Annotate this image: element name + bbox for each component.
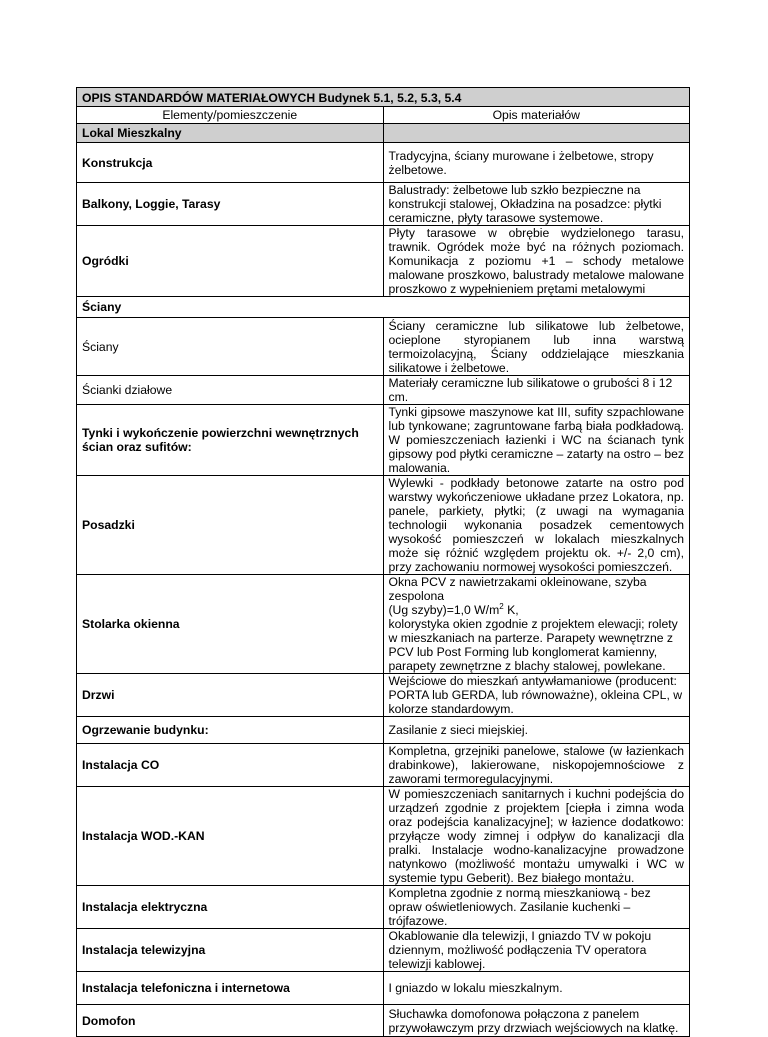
section-label-lokal: Lokal Mieszkalny: [77, 124, 384, 143]
row-element: Ściany: [77, 318, 384, 376]
table-title-row: [77, 88, 690, 107]
section-row-sciany: [77, 297, 690, 318]
table-row: [77, 972, 690, 1005]
row-element: Ogródki: [77, 226, 384, 297]
row-element: Tynki i wykończenie powierzchni wewnętrznych ścian oraz sufitów:: [77, 405, 384, 476]
row-description: Kompletna zgodnie z normą mieszkaniową - bez opraw oświetleniowych. Zasilanie kuchenki – trójfazowe.: [383, 886, 690, 929]
row-description: Tynki gipsowe maszynowe kat III, sufity szpachlowane lub tynkowane; zagruntowane farbą biała podkładową. W pomieszczeniach łazienki i WC na ścianach tynk gipsowy pod płytki ceramiczne – zatarty na ostro – bez malowania.: [383, 405, 690, 476]
table-row: [77, 886, 690, 929]
row-element: Instalacja CO: [77, 744, 384, 787]
table-row: [77, 744, 690, 787]
table-row: [77, 318, 690, 376]
row-description: Wylewki - podkłady betonowe zatarte na ostro pod warstwy wykończeniowe układane przez Lokatora, np. panele, parkiety, płytki; (z uwagi na wymagania technologii wykonania posadzek cementowych wysokość pomieszczeń w lokalach mieszkalnych może się różnić względem projektu ok. +/- 2,0 cm), przy zachowaniu normowej wysokości pomieszczeń.: [383, 476, 690, 575]
column-header-description: Opis materiałów: [383, 107, 690, 124]
row-description: [383, 575, 690, 674]
table-row: [77, 376, 690, 405]
section-label-sciany: Ściany: [77, 297, 690, 318]
row-description: W pomieszczeniach sanitarnych i kuchni podejścia do urządzeń zgodnie z projektem [ciepła i zimna woda oraz podejścia kanalizacyjne]; w łazience dodatkowo: przyłącze wody zimnej i odpływ do kanalizacji dla pralki. Instalacje wodno-kanalizacyjne prowadzone natynkowo (możliwość montażu umywalki i WC w systemie typu Geberit). Bez białego montażu.: [383, 787, 690, 886]
row-description: Okablowanie dla telewizji, I gniazdo TV w pokoju dziennym, możliwość podłączenia TV operatora telewizji kablowej.: [383, 929, 690, 972]
row-description: Płyty tarasowe w obrębie wydzielonego tarasu, trawnik. Ogródek może być na różnych poziomach. Komunikacja z poziomu +1 – schody metalowe malowane proszkowo, balustrady metalowe malowane proszkowo z wypełnieniem prętami metalowymi: [383, 226, 690, 297]
row-element: Konstrukcja: [77, 143, 384, 183]
window-desc-line1: Okna PCV z nawietrzakami okleinowane, szyba zespolona: [388, 575, 647, 603]
row-element: Domofon: [77, 1005, 384, 1037]
row-element: Balkony, Loggie, Tarasy: [77, 183, 384, 226]
row-description: Kompletna, grzejniki panelowe, stalowe (w łazienkach drabinkowe), lakierowane, niskopojemnościowe z zaworami termoregulacyjnymi.: [383, 744, 690, 787]
row-element: Instalacja WOD.-KAN: [77, 787, 384, 886]
table-row: [77, 929, 690, 972]
row-element: Instalacja telewizyjna: [77, 929, 384, 972]
row-element: Stolarka okienna: [77, 575, 384, 674]
row-description: Ściany ceramiczne lub silikatowe lub żelbetowe, ocieplone styropianem lub inna warstwą termoizolacyjną, Ściany oddzielające mieszkania silikatowe i żelbetowe.: [383, 318, 690, 376]
row-description: Słuchawka domofonowa połączona z panelem przywoławczym przy drzwiach wejściowych na klatkę.: [383, 1005, 690, 1037]
table-row: [77, 787, 690, 886]
materials-standard-table: [76, 87, 690, 1037]
row-description: Zasilanie z sieci miejskiej.: [383, 717, 690, 744]
row-element: Drzwi: [77, 674, 384, 717]
section-row-lokal: [77, 124, 690, 143]
section-filler: [383, 124, 690, 143]
row-element: Ogrzewanie budynku:: [77, 717, 384, 744]
window-desc-line2: (Ug szyby)=1,0 W/m: [388, 603, 500, 617]
table-row: [77, 575, 690, 674]
row-description: Materiały ceramiczne lub silikatowe o grubości 8 i 12 cm.: [383, 376, 690, 405]
table-row: [77, 143, 690, 183]
window-desc-line2-end: K,: [503, 603, 519, 617]
table-row: [77, 183, 690, 226]
table-title: OPIS STANDARDÓW MATERIAŁOWYCH Budynek 5.1, 5.2, 5.3, 5.4: [77, 88, 690, 107]
row-description: I gniazdo w lokalu mieszkalnym.: [383, 972, 690, 1005]
row-description: Balustrady: żelbetowe lub szkło bezpieczne na konstrukcji stalowej, Okładzina na posadzce: płytki ceramiczne, płyty tarasowe systemowe.: [383, 183, 690, 226]
table-row: [77, 405, 690, 476]
column-header-row: [77, 107, 690, 124]
column-header-element: Elementy/pomieszczenie: [77, 107, 384, 124]
row-element: Instalacja telefoniczna i internetowa: [77, 972, 384, 1005]
row-description: Wejściowe do mieszkań antywłamaniowe (producent: PORTA lub GERDA, lub równoważne), okleina CPL, w kolorze standardowym.: [383, 674, 690, 717]
table-row: [77, 476, 690, 575]
row-element: Instalacja elektryczna: [77, 886, 384, 929]
table-row: [77, 717, 690, 744]
table-row: [77, 674, 690, 717]
row-element: Ścianki działowe: [77, 376, 384, 405]
window-desc-rest: kolorystyka okien zgodnie z projektem elewacji; rolety w mieszkaniach na parterze. Parapety wewnętrzne z PCV lub Post Forming lub konglomerat kamienny, parapety zewnętrzne z blachy stalowej, powlekane.: [388, 617, 678, 673]
row-description: Tradycyjna, ściany murowane i żelbetowe, stropy żelbetowe.: [383, 143, 690, 183]
table-row: [77, 226, 690, 297]
row-element: Posadzki: [77, 476, 384, 575]
table-row: [77, 1005, 690, 1037]
window-desc-superscript: 2: [499, 601, 504, 611]
